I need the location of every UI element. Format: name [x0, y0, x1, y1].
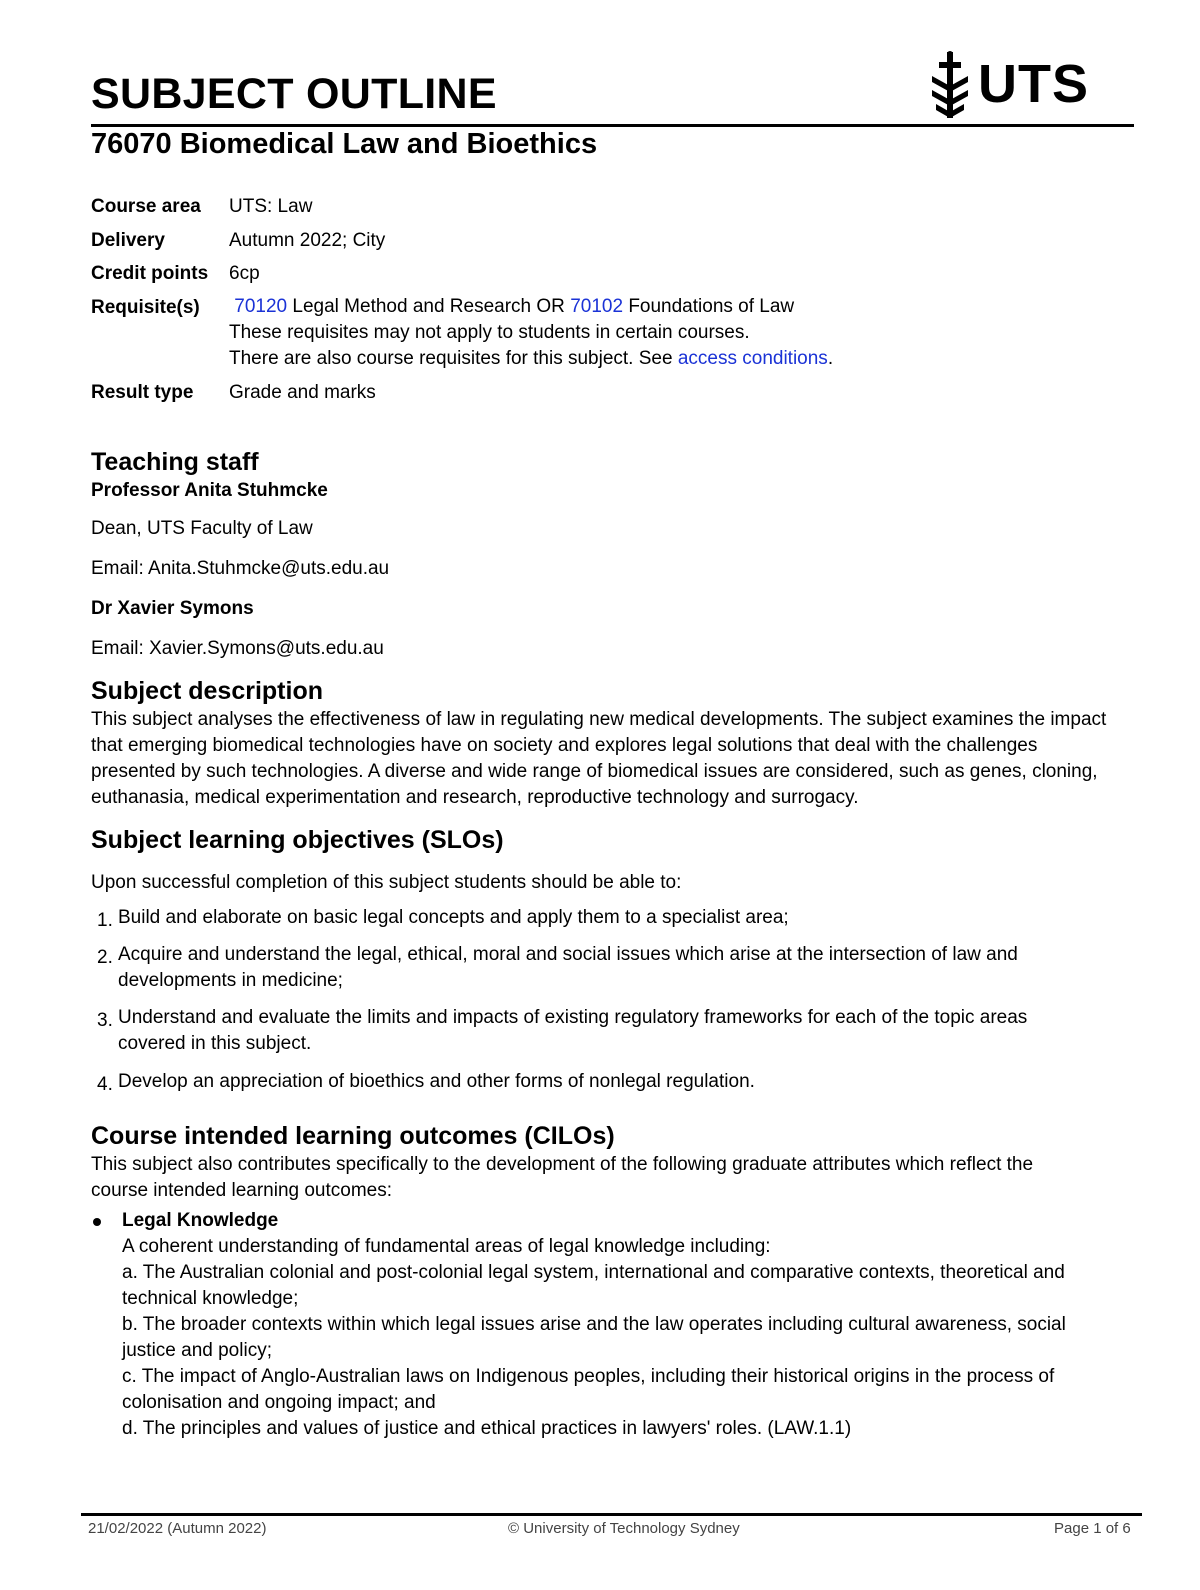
cilos-intro: This subject also contributes specifically to the development of the following graduate attributes which reflect the course intended learning outcomes: [91, 1154, 1034, 1201]
cilo-bullet-body [122, 1208, 1122, 1442]
bullet-icon [93, 1218, 101, 1226]
slo-text: Develop an appreciation of bioethics and other forms of nonlegal regulation. [118, 1071, 755, 1092]
cilo-bullet-legal-knowledge [91, 1208, 1131, 1442]
meta-label: Course area [91, 196, 201, 217]
meta-value: 6cp [229, 263, 260, 284]
meta-row-result-type [91, 382, 376, 404]
slos-intro: Upon successful completion of this subject students should be able to: [91, 872, 682, 893]
teaching-staff-heading: Teaching staff [91, 448, 259, 476]
slo-number: 2. [97, 947, 113, 968]
meta-label: Credit points [91, 263, 209, 284]
staff-name-1: Professor Anita Stuhmcke [91, 480, 328, 501]
requisite-link-70102[interactable]: 70102 [570, 296, 624, 317]
meta-value: Grade and marks [229, 382, 376, 403]
cilo-point: d. The principles and values of justice and ethical practices in lawyers' roles. (LAW.1.1) [122, 1418, 852, 1439]
subject-description-body: This subject analyses the effectiveness of law in regulating new medical developments. The subject examines the impact that emerging biomedical technologies have on society and explores legal solutions that deal with the challenges presented by such technologies. A diverse and wide range of biomedical issues are considered, such as genes, cloning, euthanasia, medical experimentation and research, reproductive technology and surrogacy. [91, 709, 1107, 808]
meta-label: Requisite(s) [91, 297, 200, 318]
cilos-heading: Course intended learning outcomes (CILOs) [91, 1122, 615, 1150]
subject-description-heading: Subject description [91, 677, 323, 705]
staff-email-2: Email: Xavier.Symons@uts.edu.au [91, 638, 384, 659]
slo-number: 3. [97, 1010, 113, 1031]
requisites-line-1 [229, 294, 833, 320]
cilo-point: c. The impact of Anglo-Australian laws on Indigenous peoples, including their historical origins in the process of colonisation and ongoing impact; and [122, 1366, 1055, 1413]
access-conditions-link[interactable]: access conditions [677, 348, 828, 369]
uts-logo [928, 50, 1096, 122]
footer-divider [81, 1513, 1142, 1516]
slo-text: Build and elaborate on basic legal concepts and apply them to a specialist area; [118, 907, 789, 928]
header-divider [91, 124, 1134, 127]
meta-value: UTS: Law [229, 196, 313, 217]
cilo-title: Legal Knowledge [122, 1210, 279, 1231]
slos-heading: Subject learning objectives (SLOs) [91, 826, 504, 854]
staff-name-2: Dr Xavier Symons [91, 598, 254, 619]
slo-text: Understand and evaluate the limits and impacts of existing regulatory frameworks for each of the topic areas covered in this subject. [118, 1007, 1028, 1054]
slo-item [91, 1005, 1098, 1057]
requisite-text-1: Legal Method and Research OR [292, 296, 565, 317]
staff-role-1: Dean, UTS Faculty of Law [91, 518, 313, 539]
requisites-line-3 [229, 346, 833, 372]
meta-row-course-area [91, 196, 312, 218]
slo-text: Acquire and understand the legal, ethical, moral and social issues which arise at the intersection of law and developments in medicine; [118, 944, 1018, 991]
meta-row-delivery [91, 230, 385, 252]
requisites-line-3-prefix: There are also course requisites for this subject. See [229, 348, 673, 369]
meta-label: Delivery [91, 230, 165, 251]
meta-row-credit-points [91, 263, 260, 285]
requisites-line-3-suffix: . [827, 348, 834, 369]
slo-number: 1. [97, 910, 113, 931]
cilo-point: a. The Australian colonial and post-colonial legal system, international and comparative contexts, theoretical and technical knowledge; [122, 1262, 1065, 1309]
meta-value: Autumn 2022; City [229, 230, 386, 251]
subject-title: 76070 Biomedical Law and Bioethics [91, 128, 598, 160]
meta-row-requisites [91, 294, 833, 372]
staff-email-1: Email: Anita.Stuhmcke@uts.edu.au [91, 558, 390, 579]
document-title: SUBJECT OUTLINE [91, 70, 497, 118]
meta-value [229, 294, 833, 372]
slo-item [91, 1069, 1098, 1095]
uts-logo-text: UTS [978, 54, 1089, 114]
footer-date: 21/02/2022 (Autumn 2022) [88, 1520, 267, 1537]
cilo-point: b. The broader contexts within which legal issues arise and the law operates including cultural awareness, social justice and policy; [122, 1314, 1066, 1361]
slo-number: 4. [97, 1074, 113, 1095]
slo-item [91, 905, 1098, 931]
requisite-link-70120[interactable]: 70120 [234, 296, 288, 317]
footer-copyright: © University of Technology Sydney [508, 1520, 740, 1537]
footer-page-number: Page 1 of 6 [1054, 1520, 1131, 1537]
requisites-line-2: These requisites may not apply to students in certain courses. [229, 322, 750, 343]
cilo-intro-line: A coherent understanding of fundamental areas of legal knowledge including: [122, 1236, 771, 1257]
slo-item [91, 942, 1098, 994]
uts-crest-icon [928, 50, 972, 122]
requisite-text-2: Foundations of Law [628, 296, 795, 317]
meta-label: Result type [91, 382, 194, 403]
